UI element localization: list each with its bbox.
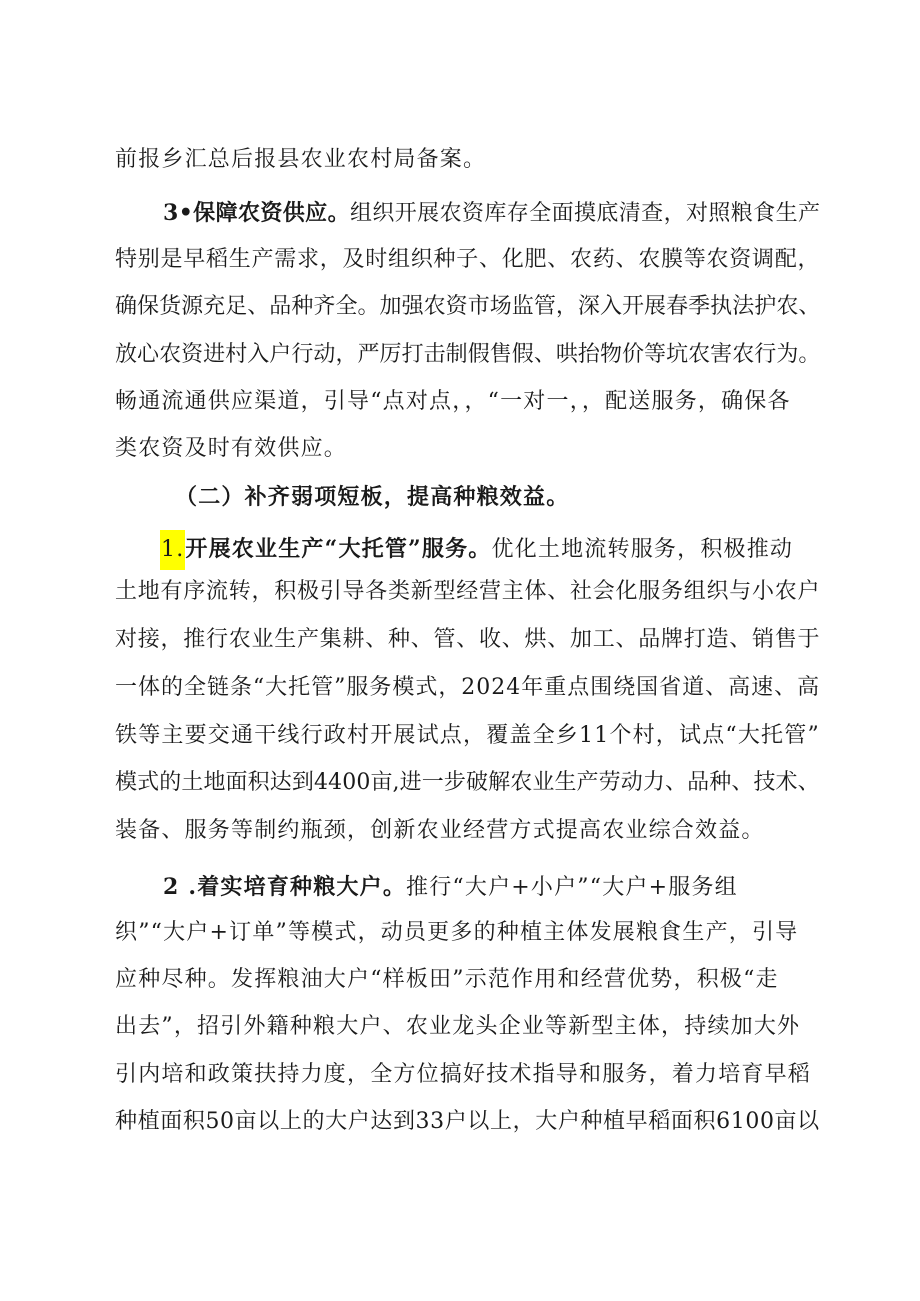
- text-line: 织”“大户+订单”等模式，动员更多的种植主体发展粮食生产，引导: [115, 920, 799, 945]
- text-line: 模式的土地面积达到4400亩,进一步破解农业生产劳动力、品种、技术、: [115, 770, 820, 795]
- paragraph-heading: 3•保障农资供应。: [163, 200, 350, 226]
- highlighted-number: 1.: [160, 530, 185, 570]
- text-line: 一体的全链条“大托管”服务模式，2024年重点围绕国省道、高速、高: [115, 675, 821, 700]
- text-line: 铁等主要交通干线行政村开展试点，覆盖全乡11个村，试点“大托管”: [115, 723, 820, 748]
- paragraph-first-line: [163, 872, 738, 903]
- paragraph-text: 组织开展农资库存全面摸底清查，对照粮食生产: [349, 201, 821, 226]
- paragraph-first-line: [163, 198, 820, 229]
- text-line: 放心农资进村入户行动，严厉打击制假售假、哄抬物价等坑农害农行为。: [115, 342, 821, 367]
- text-line: 确保货源充足、品种齐全。加强农资市场监管，深入开展春季执法护农、: [115, 294, 821, 319]
- paragraph-text: 推行“大户+小户”“大户+服务组: [406, 875, 738, 900]
- paragraph-heading: 2 .着实培育种粮大户。: [163, 874, 407, 900]
- text-line: 类农资及时有效供应。: [115, 436, 348, 461]
- paragraph-first-line: [160, 530, 793, 570]
- paragraph-text: 优化土地流转服务，积极推动: [491, 537, 794, 562]
- text-line: 对接，推行农业生产集耕、种、管、收、烘、加工、品牌打造、销售于: [115, 627, 821, 652]
- text-line: 装备、服务等制约瓶颈，创新农业经营方式提高农业综合效益。: [115, 818, 765, 843]
- text-line: 引内培和政策扶持力度，全方位搞好技术指导和服务，着力培育早稻: [115, 1062, 812, 1087]
- text-line: 特别是早稻生产需求，及时组织种子、化肥、农药、农膜等农资调配，: [115, 247, 821, 272]
- text-line: 前报乡汇总后报县农业农村局备案。: [115, 147, 487, 172]
- text-line: 土地有序流转，积极引导各类新型经营主体、社会化服务组织与小农户: [115, 579, 821, 604]
- text-line: 应种尽种。发挥粮油大户“样板田”示范作用和经营优势，积极“走: [115, 967, 779, 992]
- section-heading: （二）补齐弱项短板，提高种粮效益。: [175, 484, 570, 510]
- paragraph-heading: 开展农业生产“大托管”服务。: [185, 536, 492, 562]
- text-line: 畅通流通供应渠道，引导“点对点，，“一对一，，配送服务，确保各: [115, 389, 791, 414]
- text-line: 种植面积50亩以上的大户达到33户以上，大户种植早稻面积6100亩以: [115, 1109, 820, 1134]
- text-line: 出去”，招引外籍种粮大户、农业龙头企业等新型主体，持续加大外: [115, 1014, 801, 1039]
